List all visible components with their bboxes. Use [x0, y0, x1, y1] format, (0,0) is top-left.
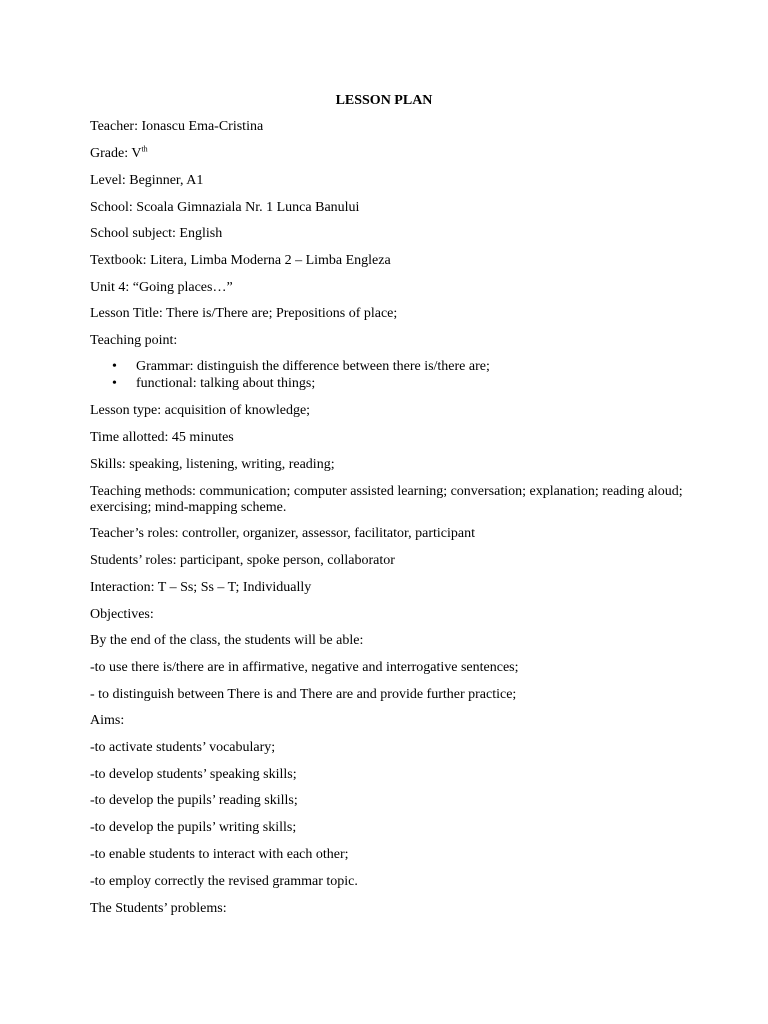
bullet-icon: •: [112, 359, 117, 374]
teaching-methods-continuation: exercising; mind-mapping scheme.: [90, 500, 287, 515]
teaching-methods-line: Teaching methods: communication; computer assisted learning; conversation; explanation; reading aloud;: [90, 484, 683, 499]
teaching-point-heading: Teaching point:: [90, 333, 178, 348]
grade-superscript: th: [141, 144, 148, 154]
time-line: Time allotted: 45 minutes: [90, 430, 234, 445]
skills-line: Skills: speaking, listening, writing, reading;: [90, 457, 335, 472]
grade-line: [90, 146, 690, 162]
teacher-roles-line: Teacher’s roles: controller, organizer, assessor, facilitator, participant: [90, 526, 475, 541]
subject-line: School subject: English: [90, 226, 223, 241]
level-line: Level: Beginner, A1: [90, 173, 204, 188]
students-roles-line: Students’ roles: participant, spoke person, collaborator: [90, 553, 395, 568]
bullet-item: [112, 359, 490, 375]
lesson-type-line: Lesson type: acquisition of knowledge;: [90, 403, 311, 418]
aim-item: -to enable students to interact with each other;: [90, 847, 349, 862]
by-end-line: By the end of the class, the students will be able:: [90, 633, 364, 648]
bullet-icon: •: [112, 376, 117, 391]
aim-item: -to employ correctly the revised grammar topic.: [90, 874, 358, 889]
page-title: LESSON PLAN: [335, 93, 433, 108]
unit-line: Unit 4: “Going places…”: [90, 280, 233, 295]
aim-item: -to develop the pupils’ reading skills;: [90, 793, 298, 808]
lesson-title-line: Lesson Title: There is/There are; Prepositions of place;: [90, 306, 398, 321]
bullet-item: [112, 376, 315, 392]
objectives-heading: Objectives:: [90, 607, 154, 622]
aims-heading: Aims:: [90, 713, 125, 728]
grade-text: Grade: V: [90, 146, 142, 161]
objective-item: - to distinguish between There is and There are and provide further practice;: [90, 687, 517, 702]
bullet-text: Grammar: distinguish the difference between there is/there are;: [136, 359, 490, 374]
school-line: School: Scoala Gimnaziala Nr. 1 Lunca Banului: [90, 200, 360, 215]
aim-item: -to develop students’ speaking skills;: [90, 767, 297, 782]
aim-item: -to activate students’ vocabulary;: [90, 740, 276, 755]
aim-item: -to develop the pupils’ writing skills;: [90, 820, 297, 835]
teacher-line: Teacher: Ionascu Ema-Cristina: [90, 119, 264, 134]
objective-item: -to use there is/there are in affirmative, negative and interrogative sentences;: [90, 660, 519, 675]
students-problems-heading: The Students’ problems:: [90, 901, 227, 916]
textbook-line: Textbook: Litera, Limba Moderna 2 – Limba Engleza: [90, 253, 391, 268]
bullet-text: functional: talking about things;: [136, 376, 316, 391]
interaction-line: Interaction: T – Ss; Ss – T; Individually: [90, 580, 312, 595]
